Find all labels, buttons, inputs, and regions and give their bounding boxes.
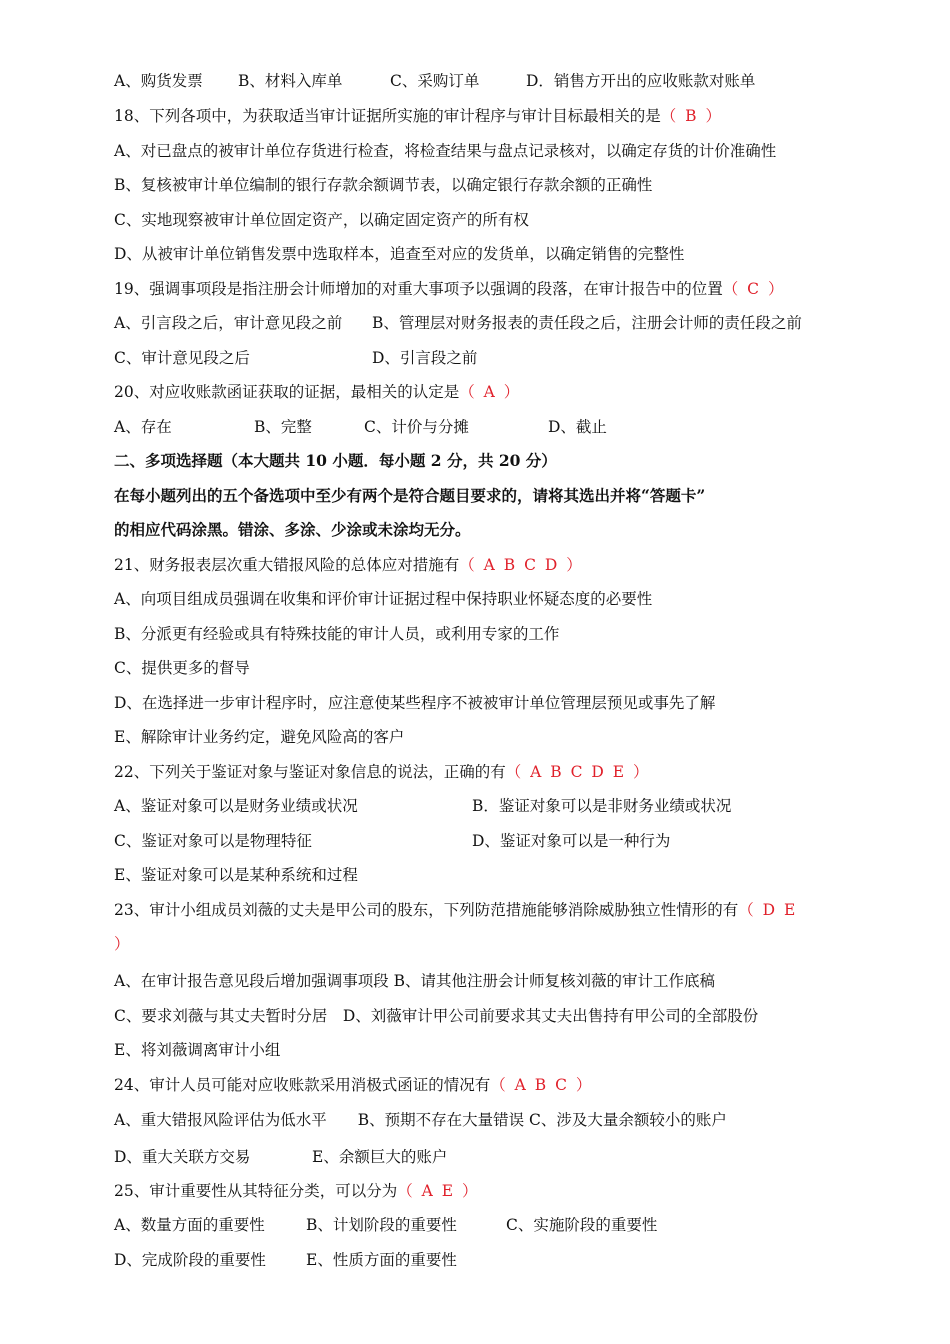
question-23 — [114, 899, 797, 921]
option-b: B、计划阶段的重要性 — [306, 1216, 457, 1234]
question-23-wrap — [114, 933, 132, 955]
option-e: E、余额巨大的账户 — [312, 1148, 448, 1166]
answer-close: ） — [114, 935, 132, 953]
answer: （ A ） — [459, 383, 522, 401]
option-line: D、在选择进一步审计程序时，应注意使某些程序不被被审计单位管理层预见或事先了解 — [114, 694, 716, 712]
instruction-line: 在每小题列出的五个备选项中至少有两个是符合题目要求的，请将其选出并将“答题卡” — [114, 486, 706, 505]
option-d: D．销售方开出的应收账款对账单 — [526, 72, 756, 90]
option-line — [114, 1146, 447, 1168]
option-line: B、分派更有经验或具有特殊技能的审计人员，或利用专家的工作 — [114, 625, 560, 643]
question-22 — [114, 761, 650, 783]
question-20 — [114, 381, 521, 403]
option-line — [114, 795, 731, 817]
option-b: B．鉴证对象可以是非财务业绩或状况 — [472, 797, 732, 815]
option-c: C、计价与分摊 — [364, 418, 469, 436]
option-line — [114, 416, 607, 438]
option-line: D、从被审计单位销售发票中选取样本，追查至对应的发货单，以确定销售的完整性 — [114, 245, 685, 263]
option-line: A、向项目组成员强调在收集和评价审计证据过程中保持职业怀疑态度的必要性 — [114, 590, 653, 608]
question-19 — [114, 278, 785, 300]
option-line: A、重大错报风险评估为低水平 B、预期不存在大量错误 C、涉及大量余额较小的账户 — [114, 1111, 727, 1129]
option-line — [114, 1214, 657, 1236]
option-line: A、在审计报告意见段后增加强调事项段 B、请其他注册会计师复核刘薇的审计工作底稿 — [114, 972, 716, 990]
option-b: B、管理层对财务报表的责任段之后，注册会计师的责任段之前 — [372, 314, 802, 332]
question-21 — [114, 554, 584, 576]
option-b: B、材料入库单 — [238, 72, 343, 90]
option-line: E、解除审计业务约定，避免风险高的客户 — [114, 728, 405, 746]
option-line — [114, 312, 802, 334]
option-e: E、性质方面的重要性 — [306, 1251, 457, 1269]
question-text: 21、财务报表层次重大错报风险的总体应对措施有 — [114, 556, 460, 574]
option-d: D、引言段之前 — [372, 349, 478, 367]
option-d: D、重大关联方交易 — [114, 1148, 251, 1166]
option-c: C、鉴证对象可以是物理特征 — [114, 832, 312, 850]
option-line: E、鉴证对象可以是某种系统和过程 — [114, 866, 358, 884]
option-line: C、要求刘薇与其丈夫暂时分居 D、刘薇审计甲公司前要求其丈夫出售持有甲公司的全部股份 — [114, 1007, 759, 1025]
instruction-line: 的相应代码涂黑。错涂、多涂、少涂或未涂均无分。 — [114, 520, 471, 539]
answer: （ A B C D ） — [459, 556, 584, 574]
option-d: D、完成阶段的重要性 — [114, 1251, 266, 1269]
option-line — [114, 1249, 457, 1271]
answer: （ A E ） — [397, 1182, 480, 1200]
option-a: A、数量方面的重要性 — [114, 1216, 265, 1234]
question-text: 25、审计重要性从其特征分类，可以分为 — [114, 1182, 398, 1200]
option-c: C、审计意见段之后 — [114, 349, 250, 367]
question-24 — [114, 1074, 593, 1096]
option-c: C、实施阶段的重要性 — [506, 1216, 658, 1234]
q17-options — [114, 70, 755, 92]
answer: （ D E — [738, 901, 798, 919]
option-a: A、存在 — [114, 418, 172, 436]
option-line: C、实地现察被审计单位固定资产，以确定固定资产的所有权 — [114, 211, 529, 229]
question-text: 18、下列各项中，为获取适当审计证据所实施的审计程序与审计目标最相关的是 — [114, 107, 661, 125]
answer: （ B ） — [660, 107, 723, 125]
option-a: A、引言段之后，审计意见段之前 — [114, 314, 343, 332]
question-text: 22、下列关于鉴证对象与鉴证对象信息的说法，正确的有 — [114, 763, 506, 781]
question-text: 24、审计人员可能对应收账款采用消极式函证的情况有 — [114, 1076, 491, 1094]
option-b: B、完整 — [254, 418, 312, 436]
question-text: 19、强调事项段是指注册会计师增加的对重大事项予以强调的段落，在审计报告中的位置 — [114, 280, 723, 298]
option-line: C、提供更多的督导 — [114, 659, 250, 677]
answer: （ C ） — [722, 280, 786, 298]
option-line: E、将刘薇调离审计小组 — [114, 1041, 281, 1059]
question-text: 23、审计小组成员刘薇的丈夫是甲公司的股东，下列防范措施能够消除威胁独立性情形的有 — [114, 901, 739, 919]
option-a: A、购货发票 — [114, 72, 203, 90]
option-c: C、采购订单 — [390, 72, 480, 90]
option-line: B、复核被审计单位编制的银行存款余额调节表，以确定银行存款余额的正确性 — [114, 176, 653, 194]
option-d: D、截止 — [548, 418, 607, 436]
answer: （ A B C ） — [490, 1076, 594, 1094]
option-a: A、鉴证对象可以是财务业绩或状况 — [114, 797, 358, 815]
option-line: A、对已盘点的被审计单位存货进行检查，将检查结果与盘点记录核对，以确定存货的计价准确性 — [114, 142, 777, 160]
question-25 — [114, 1180, 480, 1202]
question-18 — [114, 105, 723, 127]
section-heading: 二、多项选择题（本大题共 10 小题．每小题 2 分，共 20 分） — [114, 451, 557, 470]
question-text: 20、对应收账款函证获取的证据，最相关的认定是 — [114, 383, 460, 401]
option-line — [114, 347, 477, 369]
answer: （ A B C D E ） — [505, 763, 651, 781]
option-line — [114, 830, 670, 852]
option-d: D、鉴证对象可以是一种行为 — [472, 832, 671, 850]
